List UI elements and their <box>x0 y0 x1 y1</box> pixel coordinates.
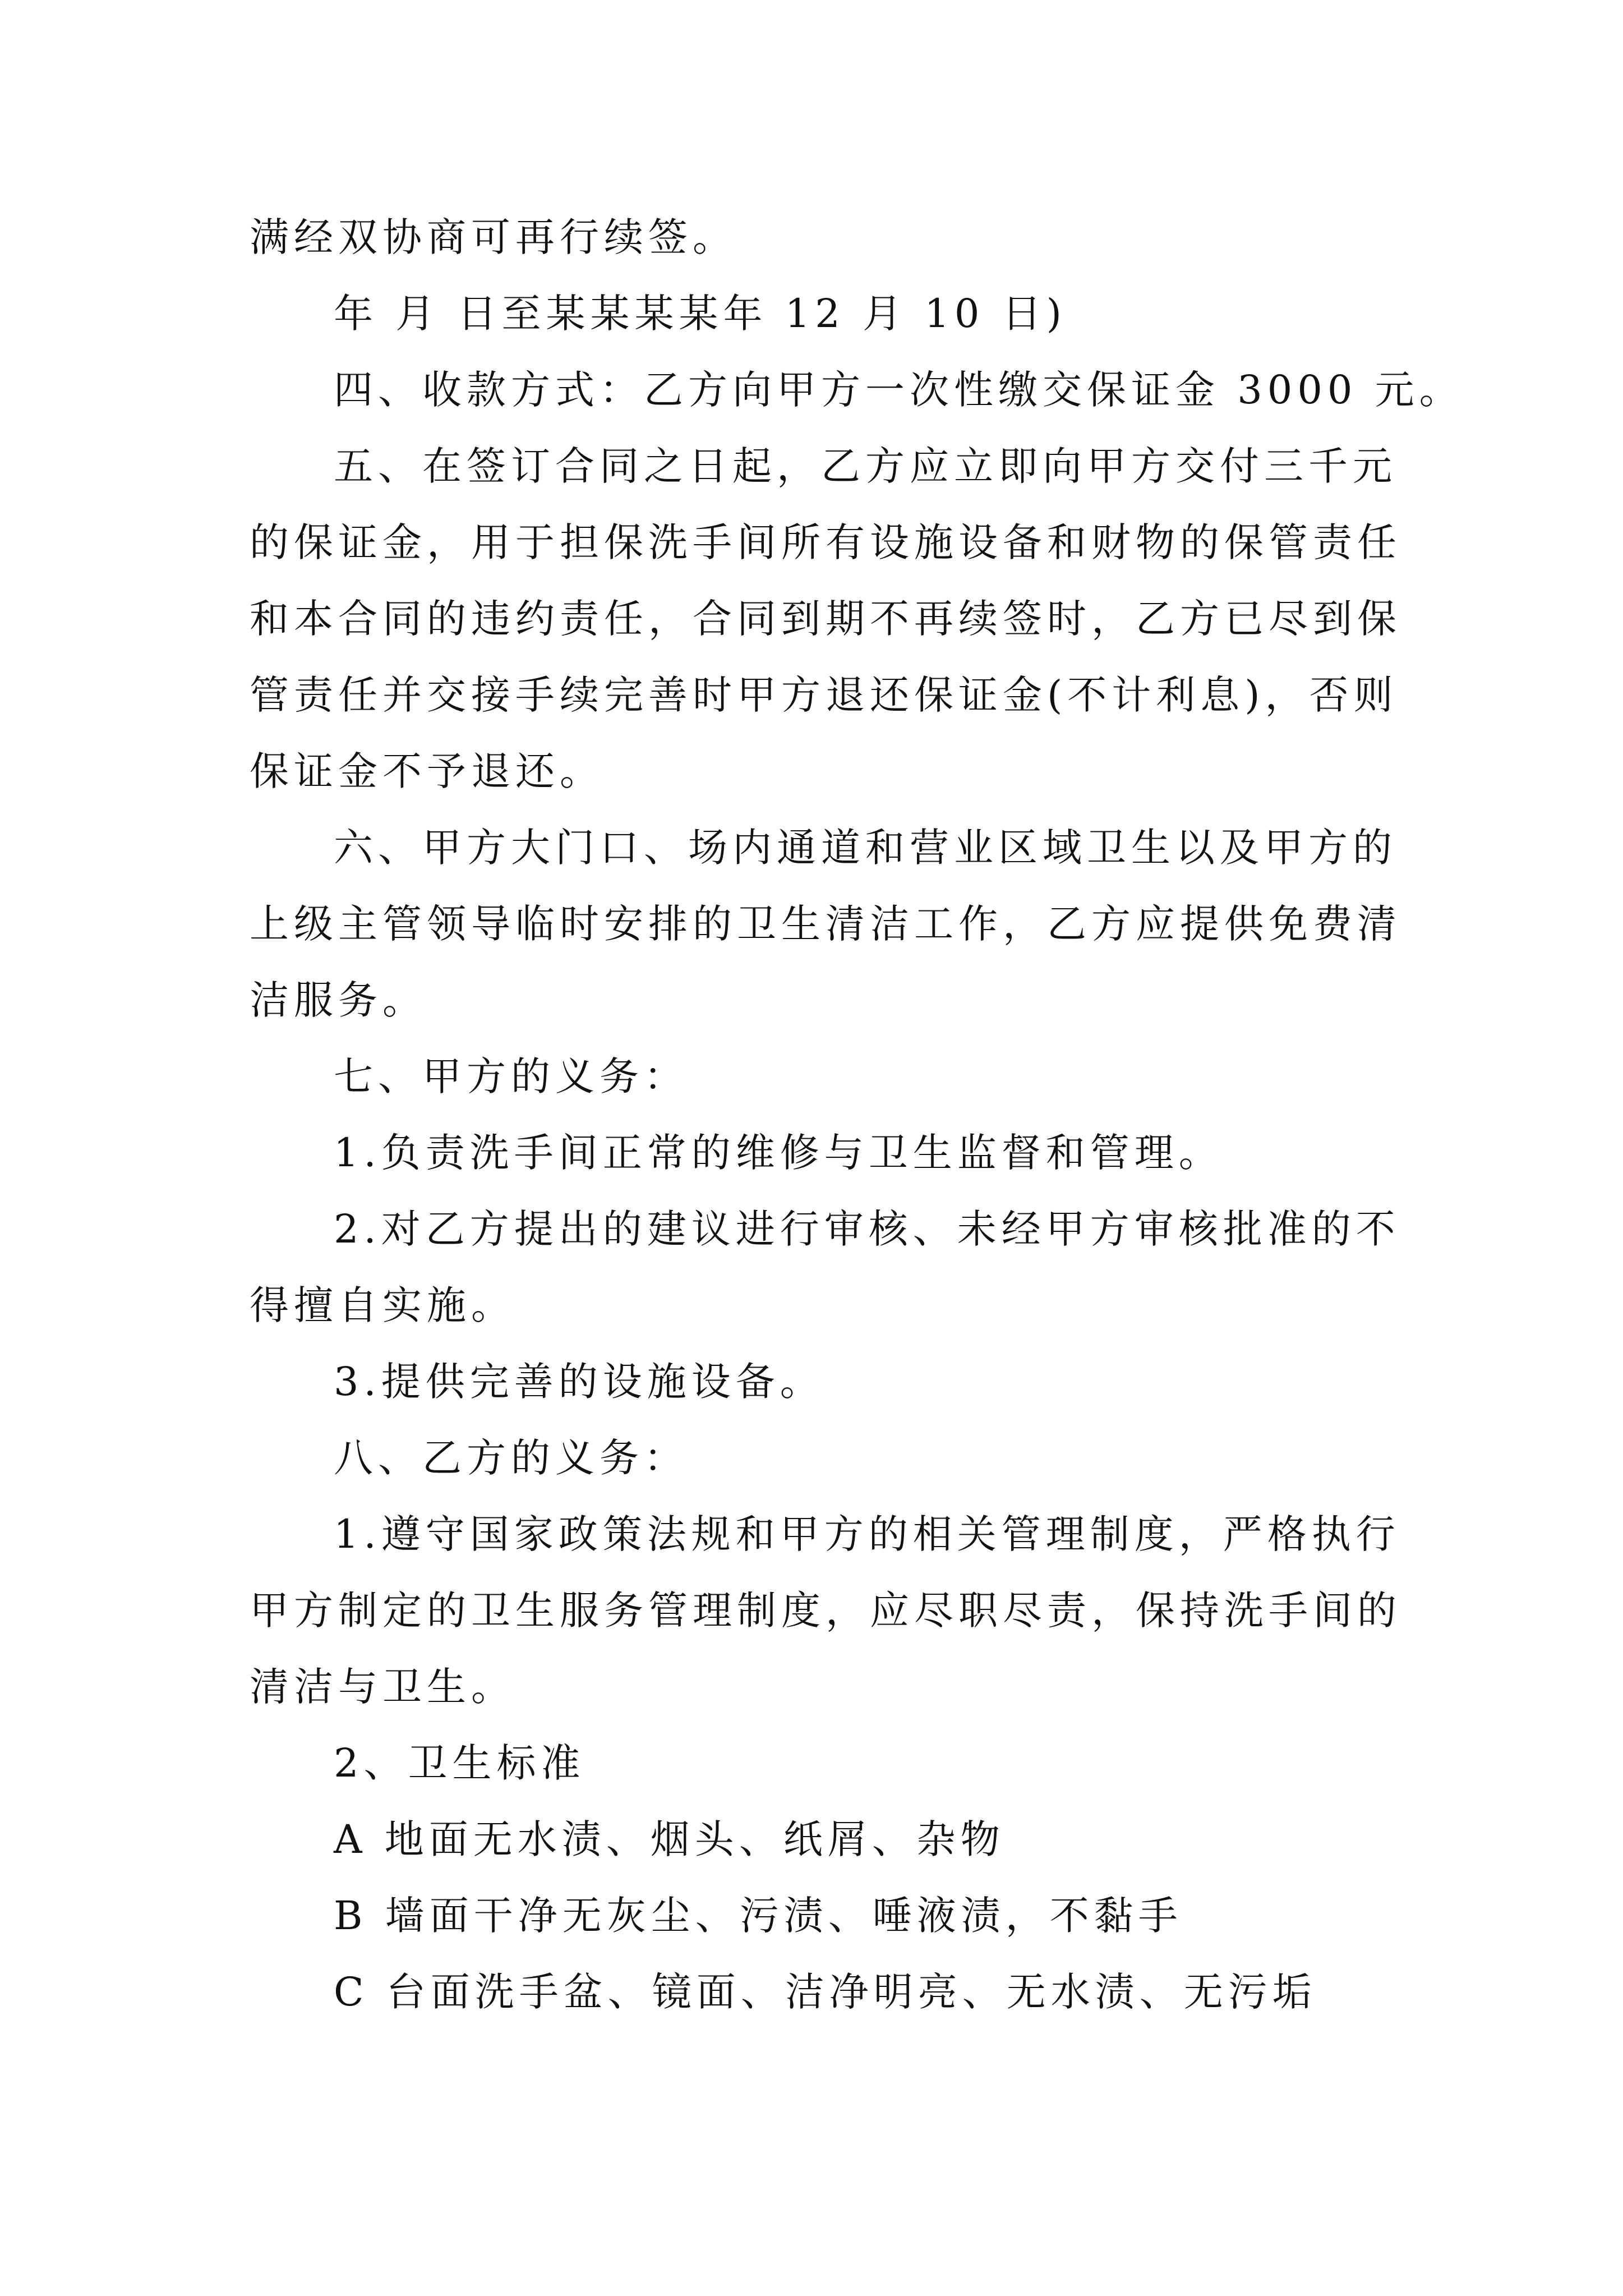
text-line: 五、在签订合同之日起，乙方应立即向甲方交付三千元 <box>334 443 1397 489</box>
paragraph <box>250 1801 1394 1878</box>
text-line: 清洁与卫生。 <box>250 1664 515 1710</box>
paragraph <box>250 428 1401 809</box>
text-line: 六、甲方大门口、场内通道和营业区域卫生以及甲方的 <box>334 825 1397 871</box>
text-line: 年 月 日至某某某某年 12 月 10 日) <box>334 291 1067 337</box>
paragraph <box>250 199 1394 275</box>
paragraph <box>250 275 1394 352</box>
document-body <box>250 199 1464 2030</box>
paragraph <box>250 352 1464 428</box>
text-line: 3.提供完善的设施设备。 <box>334 1359 824 1405</box>
text-line: B 墙面干净无灰尘、污渍、唾液渍，不黏手 <box>334 1893 1183 1939</box>
paragraph <box>250 809 1401 1038</box>
text-line: 管责任并交接手续完善时甲方退还保证金(不计利息)，否则 <box>250 672 1398 718</box>
text-line: C 台面洗手盆、镜面、洁净明亮、无水渍、无污垢 <box>334 1969 1317 2015</box>
text-line: 1.遵守国家政策法规和甲方的相关管理制度，严格执行 <box>334 1511 1400 1557</box>
paragraph <box>250 1496 1401 1725</box>
paragraph <box>250 1725 1394 1801</box>
paragraph <box>250 1420 1394 1496</box>
text-line: 上级主管领导临时安排的卫生清洁工作，乙方应提供免费清 <box>250 901 1401 947</box>
paragraph <box>250 1343 1394 1420</box>
text-line: 洁服务。 <box>250 977 427 1023</box>
paragraph <box>250 1878 1394 1954</box>
text-line: 的保证金，用于担保洗手间所有设施设备和财物的保管责任 <box>250 519 1401 565</box>
paragraph <box>250 1115 1394 1191</box>
paragraph <box>250 1191 1400 1343</box>
text-line: A 地面无水渍、烟头、纸屑、杂物 <box>334 1816 1005 1862</box>
text-line: 八、乙方的义务： <box>334 1435 688 1481</box>
paragraph <box>250 1954 1394 2030</box>
text-line: 四、收款方式：乙方向甲方一次性缴交保证金 3000 元。 <box>334 367 1464 413</box>
text-line: 2、卫生标准 <box>334 1740 585 1786</box>
text-line: 七、甲方的义务： <box>334 1053 688 1099</box>
text-line: 1.负责洗手间正常的维修与卫生监督和管理。 <box>334 1130 1223 1176</box>
text-line: 和本合同的违约责任，合同到期不再续签时，乙方已尽到保 <box>250 596 1401 642</box>
text-line: 满经双协商可再行续签。 <box>250 214 737 260</box>
text-line: 甲方制定的卫生服务管理制度，应尽职尽责，保持洗手间的 <box>250 1588 1401 1634</box>
text-line: 保证金不予退还。 <box>250 748 604 794</box>
paragraph <box>250 1038 1394 1115</box>
text-line: 得擅自实施。 <box>250 1282 515 1328</box>
text-line: 2.对乙方提出的建议进行审核、未经甲方审核批准的不 <box>334 1206 1400 1252</box>
